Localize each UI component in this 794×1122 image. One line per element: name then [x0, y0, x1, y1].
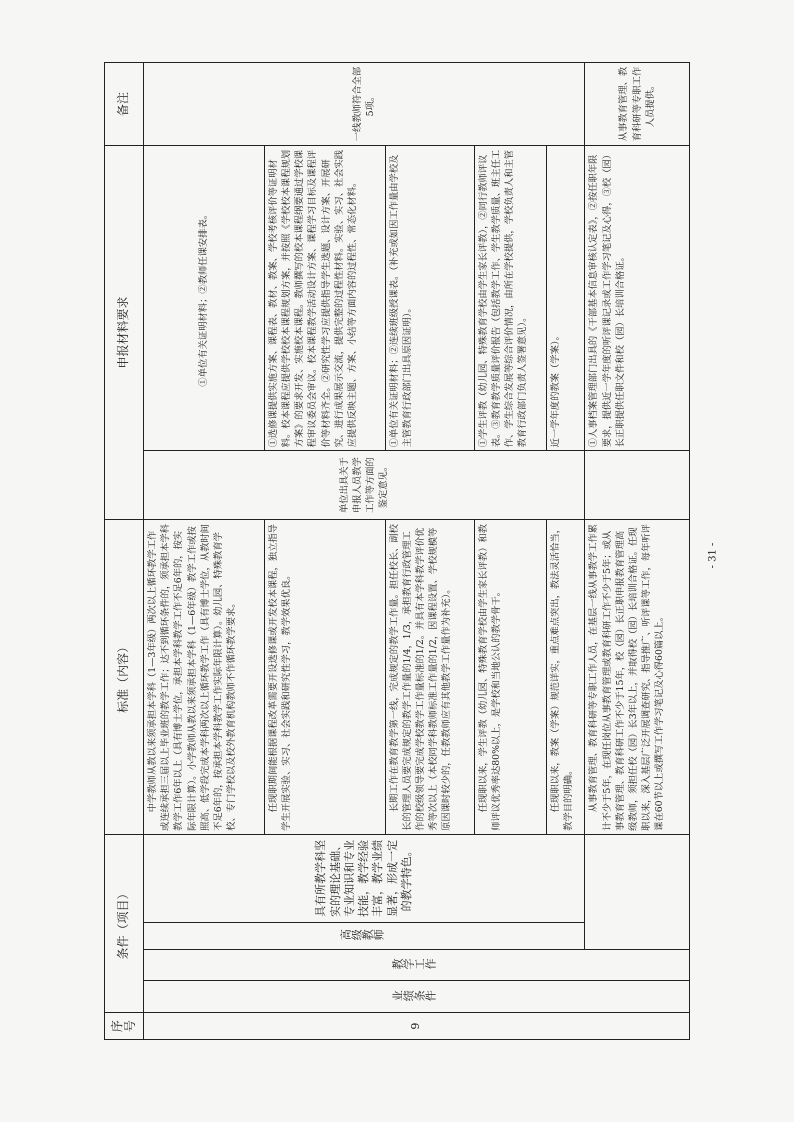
unit-opinion-cell [143, 451, 585, 519]
empty-opinion-cell [585, 451, 690, 519]
material-6: ①人事档案管理部门出具的《干部基本信息审核认定表》，②按任职年限要求，提供近一学年度的听评课记录或工作学习笔记及心得，③校（园）长正职提供任职文件和校（园）长培训合格证。 [585, 146, 690, 451]
material-2: ①选修课提供实施方案、课程表、教材、教案、学校考核评价等证明材料。校本课程应提供学校校本课程规划方案，并按照《学校校本课程规划方案》的要求开发、实施校本课程。教师撰写的校本课程纲要通过学校课程审议委员会审议。校本课程教学活动设计方案、课程学习目标及课程评价等材料齐全。②研究性学习应提供指导学生选题、设计方案、开展研究、进行成果展示交流，提供完整的过程性材料。实验、实习、社会实践应提供反映主题、方案、小结等方面内容的过程性、常态化材料。 [264, 146, 385, 451]
header-condition: 条件（项目） [105, 834, 144, 1012]
table-row [143, 63, 264, 1040]
material-1: ①单位有关证明材料；②教师任课安排表。 [143, 146, 264, 451]
empty-cell [585, 834, 690, 949]
table-row [585, 63, 690, 1040]
requirement-cell [143, 834, 585, 922]
header-materials: 申报材料要求 [105, 146, 144, 520]
category-cell [143, 981, 689, 1013]
row-number: 9 [143, 1013, 689, 1040]
material-3: ①单位有关证明材料；②连续班级授课表。（补充或如因工作量由学校及主管教育行政部门出具原因证明）。 [385, 146, 474, 451]
evaluation-criteria-table [104, 62, 690, 1040]
category-label: 业绩条件 [392, 989, 437, 1003]
standard-3: 长期工作在教育教学第一线，完成规定的教学工作量。担任校长、副校长的管理人员要完成规定的教学工作量的1/4，1/3，承担教育行政管理工作的校级领导要完成学校教学工作量标准的1/2。并具有本学科教学评价优秀等次以上（本校同学科教师标准工作量的1/2，因课程设置、学校规模等原因课时较少的，任教教师应有其他教学工作量作为补充）。 [385, 519, 474, 834]
page-number: - 31 - [707, 542, 719, 569]
material-5: 近一学年度的教案（学案）。 [546, 146, 585, 451]
subcategory-cell [143, 949, 689, 981]
standard-2: 任现职期间能根据课程改革需要开设选修课或开发校本课程，独立指导学生开展实验、实习、社会实践和研究性学习，教学效果优良。 [264, 519, 385, 834]
level-cell [143, 922, 585, 949]
remark-1: 一线教师符合全部5项。 [143, 63, 585, 146]
requirement-text: 具有所教学科坚实的理论基础、专业知识和专业技能，教学经验丰富，教学业绩显著，形成一定的教学特色。 [314, 839, 413, 917]
header-seq: 序号 [105, 1013, 144, 1040]
remark-2: 从事教育管理、教育科研等专职工作人员提供。 [585, 63, 690, 146]
header-standard: 标准（内容） [105, 519, 144, 834]
rotated-table-container [104, 62, 690, 1040]
subcategory-label: 教学工作 [392, 958, 437, 972]
standard-1: 中学教师从教以来须承担本学科（1—3年级）两次以上循环教学工作或连续承担三届以上毕业班的教学工作；达不到循环条件的，须承担本学科教学工作6年以上（具有博士学位，承担本学科教学工作不足6年的，按实际年限计算）。小学教师从教以来须承担本学科（1—6年级）教学工作或按照高、低学段完成本学科两次以上循环教学工作（具有博士学位，从教时间不足6年的，按承担本学科教学工作实际年限计算）。幼儿园、特殊教育学校、专门学校以及校外教育机构教师不作循环教学要求。 [143, 519, 264, 834]
material-4: ①学生评教（幼儿园、特殊教育学校由学生家长评教），②同行教师评议表。③教育教学质量评价报告（包括教学工作、学生教学质量、班主任工作、学生综合发展等综合评价情况，由所在学校提供，学校负责人和主管教育行政部门负责人签署意见）。 [474, 146, 546, 451]
standard-4: 任现职以来，学生评教（幼儿园、特殊教育学校由学生家长评教）和教师评议优秀率达80%以上，是学校和当地公认的教学骨干。 [474, 519, 546, 834]
header-remark: 备注 [105, 63, 144, 146]
unit-opinion-text: 单位出具关于申报人员教学工作等方面的鉴定意见。 [338, 457, 390, 513]
standard-5: 任现职以来，教案（学案）规范详实，重点难点突出，教法灵活恰当，教学目的明确。 [546, 519, 585, 834]
standard-6: 从事教育管理、教育科研等专职工作人员，在基层一线从事教学工作累计不少于5年，在现任岗位从事教育管理或教育科研工作不少于5年；或从事教育管理、教育科研工作不少于15年，校（园）长正职申报教育管理高级教师，须担任校（园）长3年以上，并取得校（园）长培训合格证。任现职以来，深入基层广泛开展调查研究、指导推广、听评课等工作，每年听评课在60节以上或撰写工作学习笔记及心得60篇以上。 [585, 519, 690, 834]
table-header-row [105, 63, 144, 1040]
level-label: 高级教师 [340, 928, 385, 942]
